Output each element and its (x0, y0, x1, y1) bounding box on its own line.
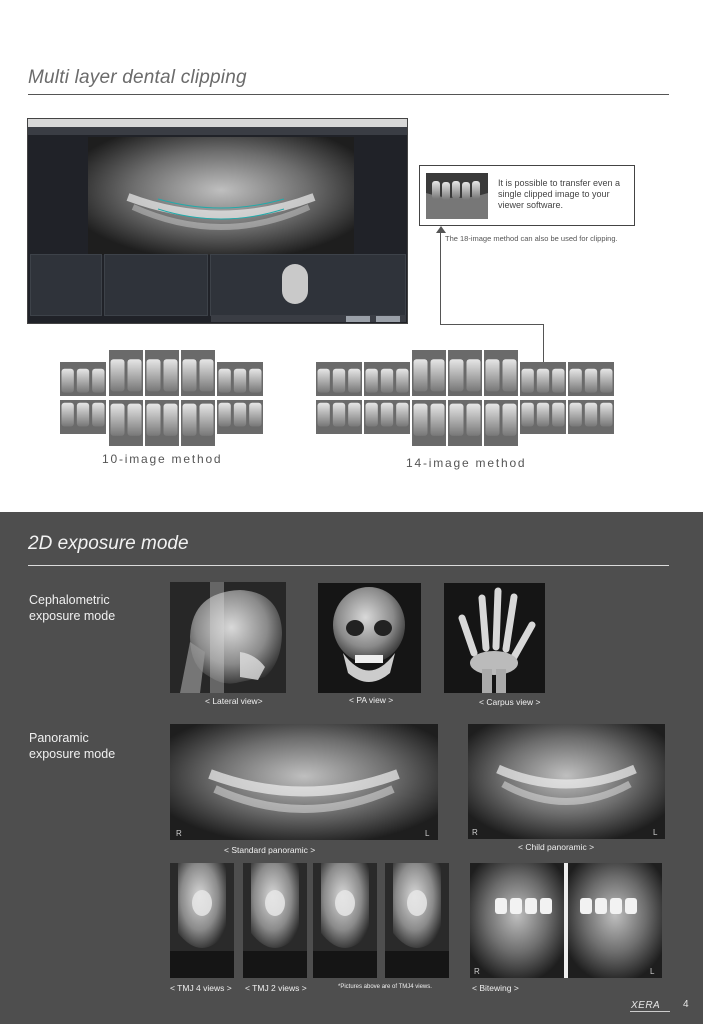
clipped-tooth-image (145, 400, 179, 446)
clipped-tooth-image (520, 362, 566, 396)
clipped-tooth-image (448, 350, 482, 396)
tmj-note: *Pictures above are of TMJ4 views. (338, 984, 432, 990)
software-screenshot (27, 118, 408, 324)
page-number: 4 (683, 999, 689, 1010)
carpus-view-xray (444, 583, 545, 693)
pa-view-caption: < PA view > (349, 695, 394, 705)
ten-image-method-label: 10-image method (102, 452, 223, 466)
clipped-tooth-image (217, 400, 263, 434)
connector-line (440, 324, 544, 325)
lateral-view-caption: < Lateral view> (205, 696, 263, 706)
tmj-view-xray (385, 863, 449, 978)
clipped-tooth-image (448, 400, 482, 446)
standard-panoramic-xray (170, 724, 438, 840)
tmj4-caption: < TMJ 4 views > (170, 983, 232, 993)
section-title-exposure: 2D exposure mode (28, 533, 189, 554)
xera-logo: XERA (631, 1000, 661, 1011)
screenshot-button-b (376, 316, 400, 322)
section-title-clipping: Multi layer dental clipping (28, 67, 247, 88)
callout-text: It is possible to transfer even a single clipped image to your viewer software. (498, 178, 621, 210)
bitewing-xray (470, 863, 662, 978)
tmj-view-xray (170, 863, 234, 978)
clipped-tooth-image (412, 350, 446, 396)
clipped-tooth-image (181, 400, 215, 446)
pa-view-xray (318, 583, 421, 693)
clipping-callout (419, 165, 635, 226)
title-divider (28, 565, 669, 566)
svg-text:L: L (653, 828, 658, 837)
clipped-tooth-image (217, 362, 263, 396)
connector-line (440, 228, 441, 325)
screenshot-button-a (346, 316, 370, 322)
svg-text:L: L (650, 967, 655, 976)
screenshot-panel-clipping (210, 254, 406, 316)
svg-text:R: R (176, 829, 182, 838)
clipped-tooth-image (316, 400, 362, 434)
screenshot-toolbar (28, 127, 407, 135)
clipped-tooth-image (364, 400, 410, 434)
child-panoramic-caption: < Child panoramic > (518, 842, 595, 852)
clipped-tooth-image (60, 400, 106, 434)
cephalometric-label: Cephalometric exposure mode (29, 593, 116, 623)
arrow-head-icon (436, 226, 446, 233)
tmj2-caption: < TMJ 2 views > (245, 983, 307, 993)
clipped-tooth-image (316, 362, 362, 396)
title-divider (28, 94, 669, 95)
clipped-tooth-image (520, 400, 566, 434)
screenshot-panel-info (30, 254, 102, 316)
screenshot-panel-options (104, 254, 208, 316)
mouse-illustration (282, 264, 308, 304)
clipped-tooth-image (364, 362, 410, 396)
fourteen-image-method-label: 14-image method (406, 456, 527, 470)
screenshot-panoramic-xray (88, 137, 354, 255)
bitewing-caption: < Bitewing > (472, 983, 519, 993)
svg-text:R: R (472, 828, 478, 837)
clipped-tooth-image (145, 350, 179, 396)
screenshot-menubar (28, 119, 407, 127)
standard-panoramic-caption: < Standard panoramic > (224, 845, 316, 855)
svg-text:R: R (474, 967, 480, 976)
clipped-image-thumbnail (426, 173, 488, 219)
clipped-tooth-image (412, 400, 446, 446)
clipped-tooth-image (484, 350, 518, 396)
clipped-tooth-image (109, 350, 143, 396)
tmj-view-xray (313, 863, 377, 978)
clipped-tooth-image (109, 400, 143, 446)
panoramic-label: Panoramic exposure mode (29, 731, 116, 761)
clipped-tooth-image (484, 400, 518, 446)
tmj-view-xray (243, 863, 307, 978)
lateral-view-xray (170, 582, 286, 693)
eighteen-image-note: The 18-image method can also be used for clipping. (445, 234, 618, 243)
svg-text:L: L (425, 829, 430, 838)
clipped-tooth-image (568, 362, 614, 396)
clipped-tooth-image (568, 400, 614, 434)
child-panoramic-xray (468, 724, 665, 839)
carpus-view-caption: < Carpus view > (479, 697, 541, 707)
clipped-tooth-image (181, 350, 215, 396)
clipped-tooth-image (60, 362, 106, 396)
logo-underline (630, 1011, 670, 1012)
